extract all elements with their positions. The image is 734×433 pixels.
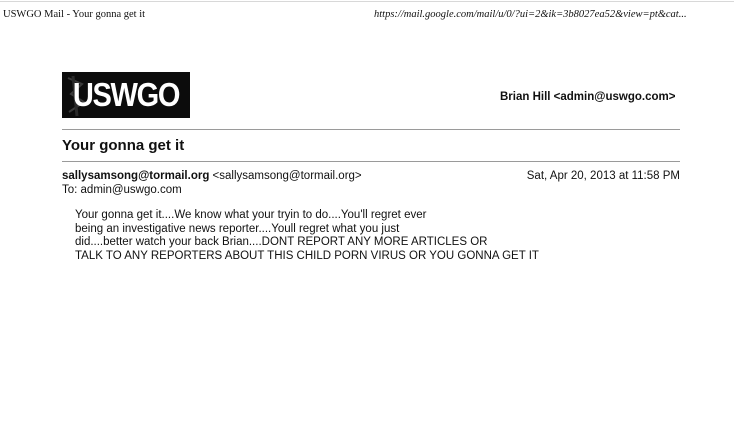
page-top-border bbox=[0, 1, 734, 2]
body-line: did....better watch your back Brian....DONT REPORT ANY MORE ARTICLES OR bbox=[75, 236, 488, 248]
divider-bottom bbox=[62, 161, 680, 162]
account-owner: Brian Hill <admin@uswgo.com> bbox=[500, 91, 676, 103]
body-line: TALK TO ANY REPORTERS ABOUT THIS CHILD PORN VIRUS OR YOU GONNA GET IT bbox=[75, 249, 539, 262]
sender-name: sallysamsong@tormail.org bbox=[62, 170, 210, 182]
logo-wordmark: USWGO bbox=[72, 76, 180, 113]
body-line: being an investigative news reporter....Youll regret what you just bbox=[75, 222, 400, 235]
print-page-url: https://mail.google.com/mail/u/0/?ui=2&ik=3b8027ea52&view=pt&cat... bbox=[374, 9, 687, 20]
sender-address: <sallysamsong@tormail.org> bbox=[212, 170, 362, 182]
uswgo-logo bbox=[62, 72, 190, 118]
print-page-title: USWGO Mail - Your gonna get it bbox=[3, 9, 146, 20]
body-line: Your gonna get it....We know what your tryin to do....You'll regret ever bbox=[75, 209, 427, 221]
email-subject: Your gonna get it bbox=[62, 137, 185, 154]
print-header bbox=[3, 9, 730, 25]
sent-date: Sat, Apr 20, 2013 at 11:58 PM bbox=[526, 170, 680, 182]
email-body bbox=[75, 209, 635, 263]
recipient-line: To: admin@uswgo.com bbox=[62, 184, 182, 196]
divider-top bbox=[62, 129, 680, 130]
sender-line bbox=[62, 170, 362, 182]
